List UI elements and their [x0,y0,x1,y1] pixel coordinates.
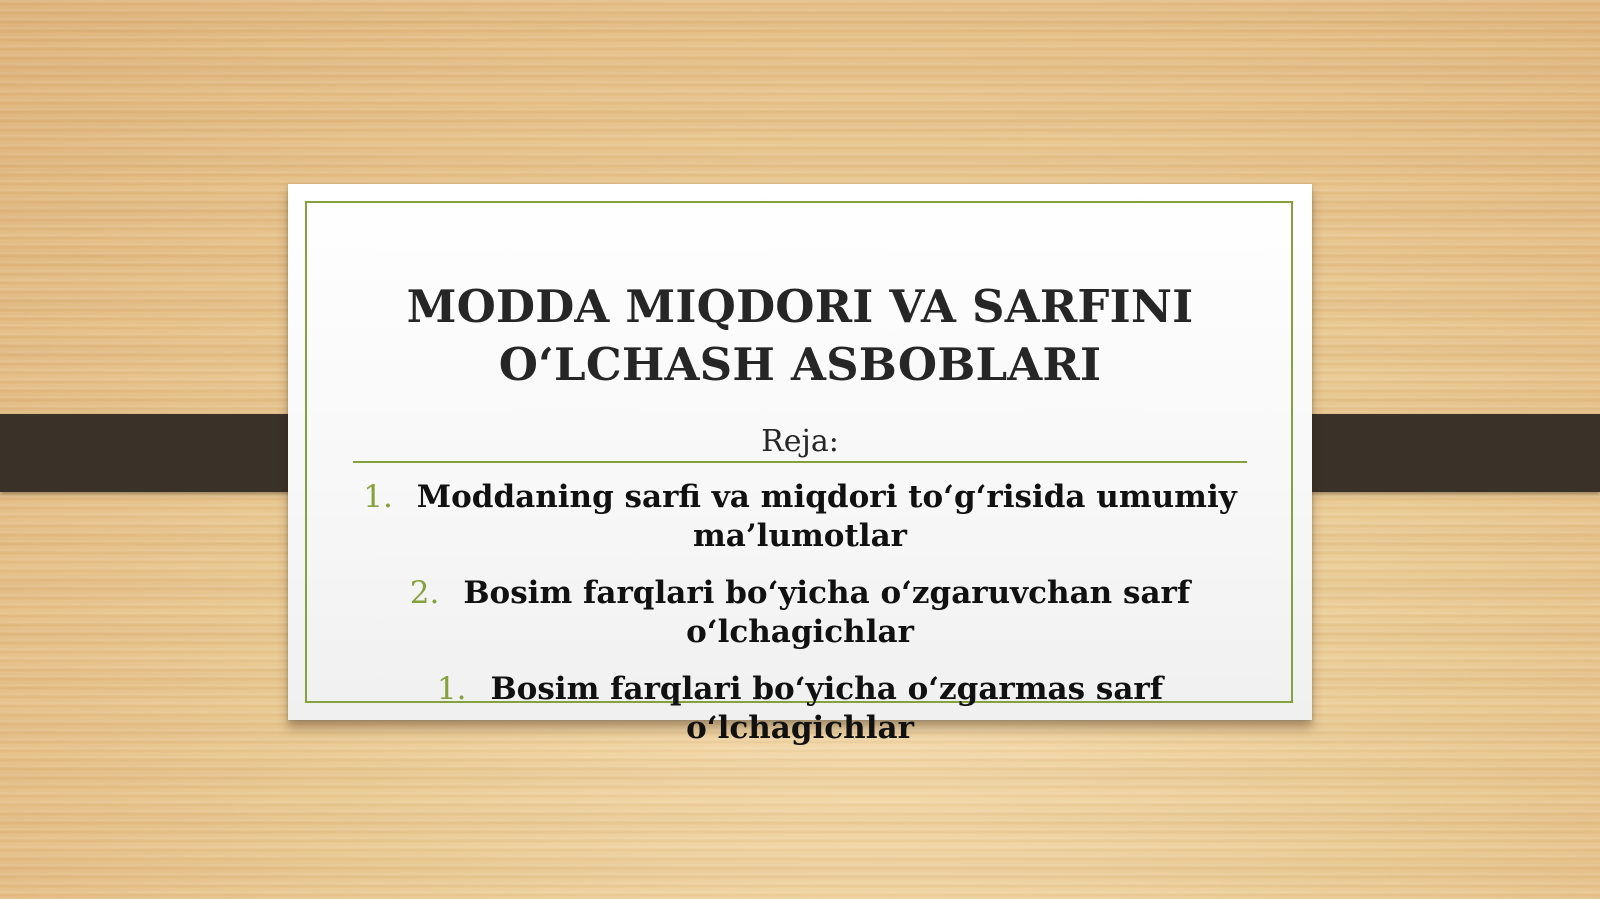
plan-list [340,478,1260,766]
list-item-number: 1. [436,671,467,707]
list-item-text: Bosim farqlari bo‘yicha o‘zgaruvchan sarf [463,575,1191,611]
right-dark-band [1276,414,1600,492]
list-item [340,670,1260,748]
list-item [340,574,1260,652]
subtitle-divider [353,461,1247,463]
list-item-text-continued: ma’lumotlar [693,518,907,554]
slide-title [340,278,1260,394]
list-item-text: Moddaning sarfi va miqdori to‘g‘risida umumiy [416,479,1237,515]
title-line-2: O‘LCHASH ASBOBLARI [498,338,1102,391]
list-item-text-continued: o‘lchagichlar [686,614,914,650]
list-item-text: Bosim farqlari bo‘yicha o‘zgarmas sarf [490,671,1164,707]
left-dark-band [0,414,324,492]
list-item-number: 2. [409,575,440,611]
list-item-number: 1. [363,479,393,515]
title-line-1: MODDA MIQDORI VA SARFINI [406,280,1194,333]
list-item-text-continued: o‘lchagichlar [686,710,914,746]
list-item [340,478,1260,556]
slide-subtitle: Reja: [761,424,839,459]
